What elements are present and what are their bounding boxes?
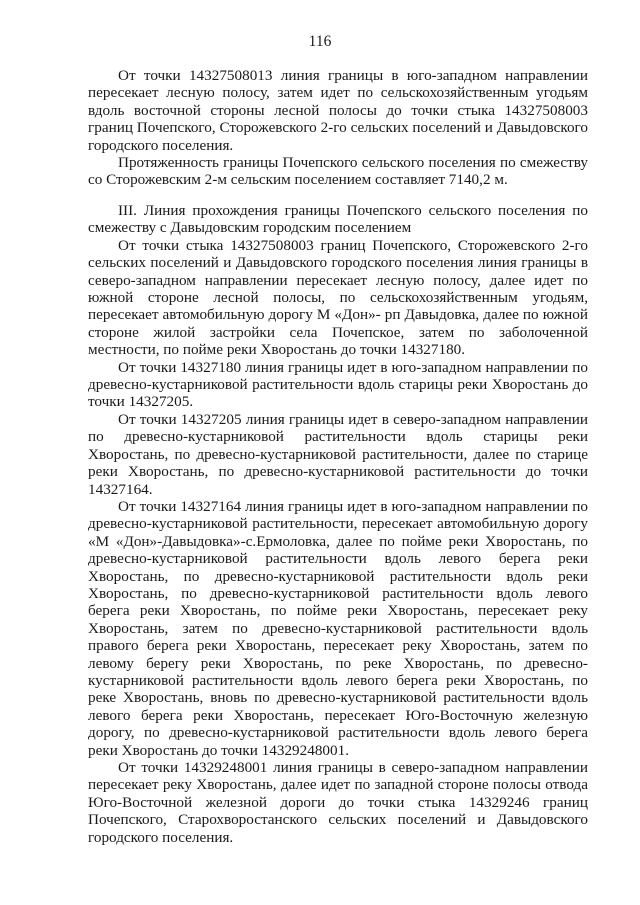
page-number: 116 <box>308 33 332 50</box>
paragraph: Протяженность границы Почепского сельского поселения по смежеству со Сторожевским 2-м сельским поселением составляет 7140,2 м. <box>88 154 588 189</box>
paragraph: От точки 14329248001 линия границы в северо-западном направлении пересекает реку Хворостань, далее идет по западной стороне полосы отвода Юго-Восточной железной дороги до точки стыка 14329246 границ Почепского, Старохворостанского сельских поселений и Давыдовского городского поселения. <box>88 759 588 846</box>
paragraph: От точки 14327508013 линия границы в юго-западном направлении пересекает лесную полосу, затем идет по сельскохозяйственным угодьям вдоль восточной стороны лесной полосы до точки стыка 14327508003 границ Почепского, Сторожевского 2-го сельских поселений и Давыдовского городского поселения. <box>88 67 588 154</box>
section-3 <box>88 202 588 846</box>
paragraph: От точки 14327164 линия границы идет в юго-западном направлении по древесно-кустарниковой растительности, пересекает автомобильную дорогу «М «Дон»-Давыдовка»-с.Ермоловка, далее по пойме реки Хворостань, по древесно-кустарниковой растительности вдоль левого берега реки Хворостань, по древесно-кустарниковой растительности вдоль реки Хворостань, по древесно-кустарниковой растительности вдоль левого берега реки Хворостань, по пойме реки Хворостань, пересекает реку Хворостань, затем по древесно-кустарниковой растительности вдоль правого берега реки Хворостань, пересекает реку Хворостань, затем по левому берегу реки Хворостань, по реке Хворостань, по древесно-кустарниковой растительности вдоль левого берега реки Хворостань, по реке Хворостань, вновь по древесно-кустарниковой растительности вдоль левого берега реки Хворостань, пересекает Юго-Восточную железную дорогу, по древесно-кустарниковой растительности вдоль левого берега реки Хворостань до точки 14329248001. <box>88 497 588 759</box>
paragraph: От точки 14327180 линия границы идет в юго-западном направлении по древесно-кустарниковой растительности вдоль старицы реки Хворостань до точки 14327205. <box>88 358 588 411</box>
paragraph: От точки стыка 14327508003 границ Почепского, Сторожевского 2-го сельских поселений и Давыдовского городского поселения линия границы в северо-западном направлении пересекает лесную полосу, далее идет по южной стороне лесной полосы, по сельскохозяйственным угодьям, пересекает автомобильную дорогу М «Дон»- рп Давыдовка, далее по южной стороне жилой застройки села Почепское, затем по заболоченной местности, по пойме реки Хворостань до точки 14327180. <box>88 236 588 359</box>
section-heading: III. Линия прохождения границы Почепского сельского поселения по смежеству с Давыдовским городским поселением <box>88 202 588 237</box>
intro-section <box>88 67 588 189</box>
paragraph: От точки 14327205 линия границы идет в северо-западном направлении по древесно-кустарниковой растительности вдоль старицы реки Хворостань, по древесно-кустарниковой растительности, далее по старице реки Хворостань, по древесно-кустарниковой растительности до точки 14327164. <box>88 410 588 498</box>
